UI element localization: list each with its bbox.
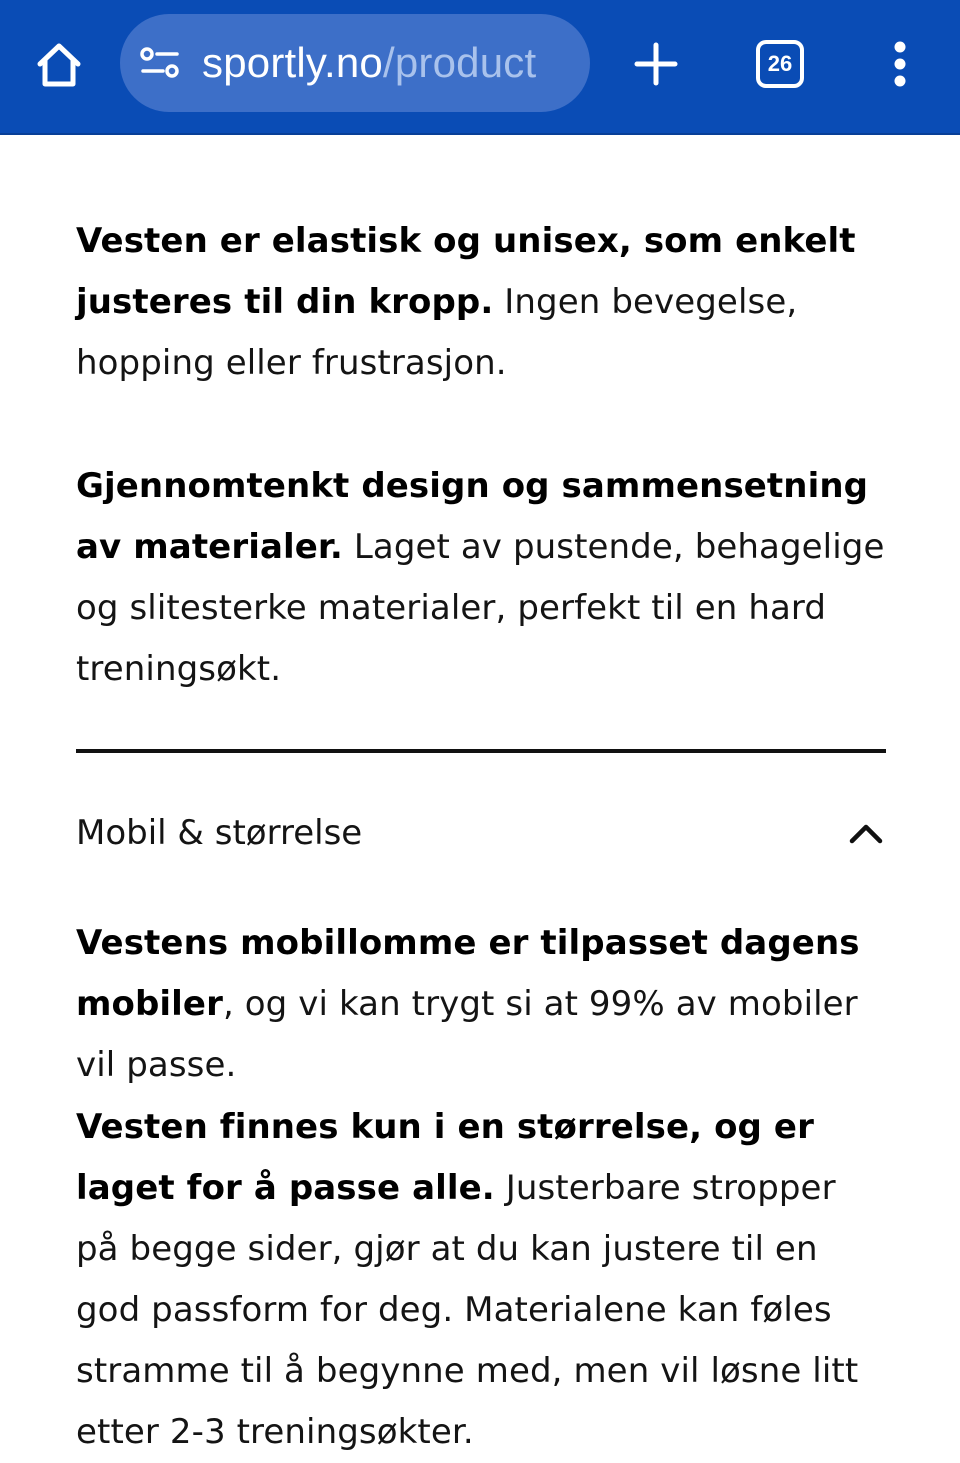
paragraph-phone-pocket [76, 913, 886, 1096]
home-icon [34, 40, 84, 90]
new-tab-button[interactable] [628, 36, 684, 92]
paragraph-bold: Vestens mobillomme er tilpasset dagens mobiler [76, 923, 860, 1024]
tab-switcher-button[interactable] [756, 40, 804, 88]
paragraph-bold: Vesten finnes kun i en størrelse, og er laget for å passe alle. [76, 1107, 814, 1208]
more-menu-button[interactable] [880, 36, 920, 92]
paragraph-one-size [76, 1097, 886, 1463]
paragraph-elastic-unisex [76, 211, 886, 394]
paragraph-text: Laget av pustende, behagelige og slitesterke materialer, perfekt til en hard treningsøkt. [76, 527, 885, 689]
accordion-title: Mobil & størrelse [76, 813, 363, 853]
chevron-up-icon[interactable] [846, 813, 886, 853]
more-vert-icon [892, 41, 908, 87]
browser-toolbar [0, 0, 960, 135]
tab-count: 26 [767, 51, 793, 76]
url-text[interactable] [202, 39, 536, 87]
site-settings-button[interactable] [138, 41, 182, 85]
url-path: /product [382, 39, 537, 86]
paragraph-design-materials [76, 456, 886, 700]
paragraph-bold: Gjennomtenkt design og sammensetning av materialer. [76, 466, 869, 567]
paragraph-text: Justerbare stropper på begge sider, gjør at du kan justere til en god passform for deg. Materialene kan føles stramme til å begynne med, men vil løsne litt etter 2-3 treningsøkter. [76, 1168, 859, 1452]
paragraph-bold: Vesten er elastisk og unisex, som enkelt justeres til din kropp. [76, 221, 856, 322]
address-bar[interactable] [120, 14, 590, 112]
site-settings-icon [139, 45, 181, 81]
home-button[interactable] [30, 36, 88, 94]
paragraph-text: , og vi kan trygt si at 99% av mobiler vil passe. [76, 984, 858, 1085]
plus-icon [634, 42, 678, 86]
section-divider [76, 749, 886, 753]
accordion-mobile-size[interactable] [76, 801, 886, 865]
url-host: sportly.no [202, 39, 383, 86]
paragraph-text: Ingen bevegelse, hopping eller frustrasjon. [76, 282, 798, 383]
